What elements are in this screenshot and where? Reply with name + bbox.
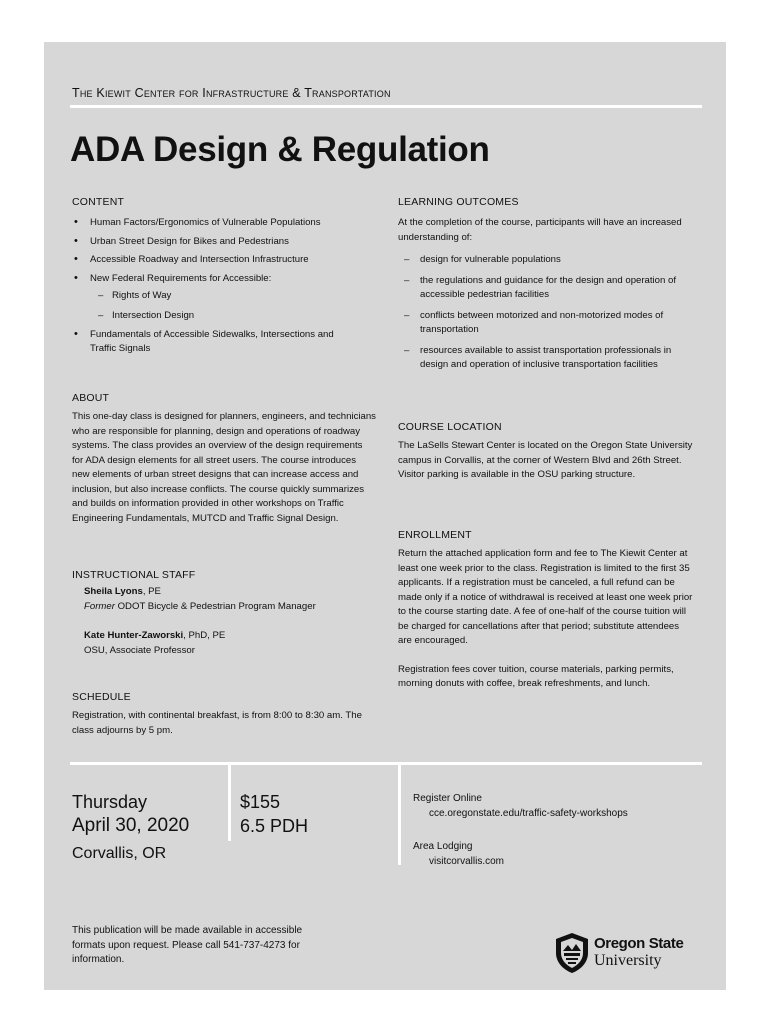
organization-header: The Kiewit Center for Infrastructure & Transportation xyxy=(72,86,391,100)
list-item: • Human Factors/Ergonomics of Vulnerable Populations xyxy=(72,216,362,230)
logo-wordmark-line2: University xyxy=(594,952,662,969)
list-item xyxy=(72,272,362,324)
staff-member-1-line xyxy=(84,585,372,600)
location-text: The LaSells Stewart Center is located on the Oregon State University campus in Corvallis, at the corner of Western Blvd and 26th Street. Visitor parking is available in the OSU parking structure. xyxy=(398,440,693,480)
register-label: Register Online xyxy=(413,793,482,804)
list-item: • Fundamentals of Accessible Sidewalks, Intersections and Traffic Signals xyxy=(72,328,360,355)
staff-credentials: , PhD, PE xyxy=(183,630,226,641)
schedule-section xyxy=(72,691,382,738)
sub-list-item: – Rights of Way xyxy=(90,289,362,304)
enrollment-text: Return the attached application form and fee to The Kiewit Center at least one week prior to the class. Registration is limited to the first 35 applicants. If a registration must be canceled, a full refund can be made only if a notice of withdrawal is received at least one week prior to the course starting date. A fee of one-half of the course tuition will be charged for cancellations after that period; substitute attendees are encouraged. xyxy=(398,548,693,646)
staff-former-label: Former xyxy=(84,600,115,612)
about-section xyxy=(72,392,376,526)
location-heading: COURSE LOCATION xyxy=(398,421,502,433)
accessibility-note: This publication will be made available in accessible formats upon request. Please call 541-737-4273 for information. xyxy=(72,925,303,965)
staff-role: ODOT Bicycle & Pedestrian Program Manager xyxy=(114,600,316,612)
bottom-divider xyxy=(70,762,702,765)
event-price-block xyxy=(240,790,308,838)
staff-heading: INSTRUCTIONAL STAFF xyxy=(72,569,196,581)
lodging-label: Area Lodging xyxy=(413,841,473,852)
osu-seal-icon xyxy=(554,931,590,975)
staff-name: Kate Hunter-Zaworski xyxy=(84,630,184,641)
location-section xyxy=(398,421,696,483)
about-text: This one-day class is designed for planners, engineers, and technicians who are responsible for planning, design and operations of roadway systems. The class provides an overview of the design requirements for ADA design elements for all street users. The course introduces new elements of urban street designs that can increase access and inclusion, but also increase conflicts. The course quickly summarizes and builds on information provided in other workshops on Traffic Engineering Fundamentals, MUTCD and Traffic Signal Design. xyxy=(72,411,376,524)
outcomes-section xyxy=(398,196,698,379)
page-title: ADA Design & Regulation xyxy=(70,130,490,169)
staff-role-line xyxy=(84,600,372,615)
staff-section xyxy=(72,569,372,658)
event-day: Thursday xyxy=(72,792,148,812)
outcomes-intro: At the completion of the course, participants will have an increased understanding of: xyxy=(398,217,682,243)
links-block xyxy=(413,792,628,869)
schedule-heading: SCHEDULE xyxy=(72,691,131,703)
event-date: April 30, 2020 xyxy=(72,815,190,836)
sub-list-item: – Intersection Design xyxy=(90,309,362,324)
list-item: – conflicts between motorized and non-motorized modes of transportation xyxy=(398,309,698,338)
staff-member-1 xyxy=(72,585,372,614)
outcomes-list xyxy=(398,253,698,373)
outcomes-heading: LEARNING OUTCOMES xyxy=(398,196,519,208)
content-section xyxy=(72,196,362,360)
staff-name: Sheila Lyons xyxy=(84,586,143,597)
staff-member-2-line xyxy=(84,629,372,644)
event-pdh: 6.5 PDH xyxy=(240,816,309,836)
content-list xyxy=(72,216,362,355)
list-item: – the regulations and guidance for the design and operation of accessible pedestrian facilities xyxy=(398,274,698,303)
list-item: • Accessible Roadway and Intersection Infrastructure xyxy=(72,253,362,267)
osu-logo xyxy=(554,931,704,979)
staff-role: OSU, Associate Professor xyxy=(84,644,195,656)
top-divider xyxy=(70,105,702,108)
enrollment-section xyxy=(398,529,694,692)
event-price: $155 xyxy=(240,792,281,812)
enrollment-heading: ENROLLMENT xyxy=(398,529,472,541)
list-item: – design for vulnerable populations xyxy=(398,253,698,268)
enrollment-fees-text: Registration fees cover tuition, course materials, parking permits, morning donuts with coffee, break refreshments, and lunch. xyxy=(398,663,674,689)
list-item: • Urban Street Design for Bikes and Pedestrians xyxy=(72,235,362,249)
list-item: – resources available to assist transportation professionals in design and operation of inclusive transportation facilities xyxy=(398,344,698,373)
list-item-text: New Federal Requirements for Accessible: xyxy=(90,272,272,284)
event-date-block xyxy=(72,790,189,866)
sub-list xyxy=(90,289,362,323)
staff-credentials: , PE xyxy=(142,586,161,597)
event-location: Corvallis, OR xyxy=(72,845,167,862)
column-divider xyxy=(398,765,401,865)
staff-member-2 xyxy=(72,629,372,658)
lodging-link[interactable]: visitcorvallis.com xyxy=(429,855,505,867)
flyer-page xyxy=(44,42,726,990)
logo-wordmark-line1: Oregon State xyxy=(594,935,684,952)
column-divider xyxy=(228,765,231,841)
content-heading: CONTENT xyxy=(72,196,125,208)
register-link[interactable]: cce.oregonstate.edu/traffic-safety-workshops xyxy=(429,807,628,819)
about-heading: ABOUT xyxy=(72,392,110,404)
schedule-text: Registration, with continental breakfast, is from 8:00 to 8:30 am. The class adjourns by 5 pm. xyxy=(72,710,362,736)
